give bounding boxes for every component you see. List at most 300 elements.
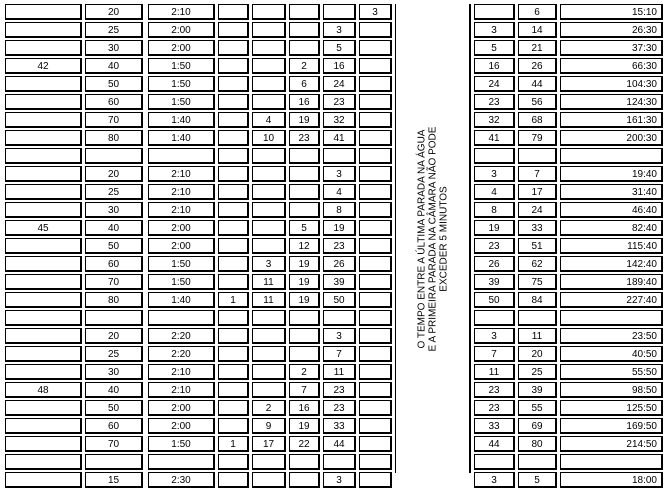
stop-cell: 23 (323, 400, 356, 416)
chamber-stop-cell: 33 (518, 220, 557, 236)
ascent-time-cell: 1:50 (148, 256, 215, 272)
stop-cell (359, 112, 392, 128)
bottom-time-cell: 70 (85, 436, 143, 452)
depth-cell (5, 112, 82, 128)
stop-cell (252, 148, 286, 164)
total-time-cell: 82:40 (560, 220, 663, 236)
total-time-cell: 66:30 (560, 58, 663, 74)
chamber-stop-cell: 23 (474, 400, 515, 416)
depth-cell (5, 22, 82, 38)
ascent-time-cell (148, 310, 215, 326)
stop-cell: 50 (323, 292, 356, 308)
chamber-stop-cell: 3 (474, 166, 515, 182)
stop-cell (252, 202, 286, 218)
ascent-time-cell: 2:00 (148, 238, 215, 254)
stop-cell: 12 (289, 238, 320, 254)
chamber-stop-cell (518, 310, 557, 326)
stop-cell (289, 184, 320, 200)
stop-cell (218, 454, 249, 470)
chamber-stop-cell: 44 (518, 76, 557, 92)
stop-cell: 44 (323, 436, 356, 452)
ascent-time-cell: 2:10 (148, 382, 215, 398)
stop-cell (289, 148, 320, 164)
stop-cell (252, 364, 286, 380)
chamber-stop-cell: 21 (518, 40, 557, 56)
chamber-stop-cell: 5 (474, 40, 515, 56)
stop-cell (218, 220, 249, 236)
depth-cell (5, 238, 82, 254)
total-time-cell: 200:30 (560, 130, 663, 146)
chamber-stop-cell: 14 (518, 22, 557, 38)
stop-cell: 19 (289, 418, 320, 434)
stop-cell (289, 328, 320, 344)
stop-cell: 33 (323, 418, 356, 434)
stop-cell (359, 400, 392, 416)
total-time-cell: 26:30 (560, 22, 663, 38)
bottom-time-cell: 25 (85, 22, 143, 38)
total-time-cell (560, 148, 663, 164)
stop-cell (252, 382, 286, 398)
stop-cell (359, 238, 392, 254)
ascent-time-cell: 2:10 (148, 364, 215, 380)
chamber-stop-cell: 23 (474, 94, 515, 110)
ascent-time-cell (148, 148, 215, 164)
stop-cell (359, 472, 392, 488)
stop-cell (252, 346, 286, 362)
stop-cell (252, 238, 286, 254)
stop-cell: 22 (289, 436, 320, 452)
total-time-cell: 189:40 (560, 274, 663, 290)
chamber-stop-cell: 5 (518, 472, 557, 488)
stop-cell: 41 (323, 130, 356, 146)
ascent-time-cell: 2:10 (148, 166, 215, 182)
stop-cell: 16 (323, 58, 356, 74)
depth-cell (5, 166, 82, 182)
stop-cell (289, 202, 320, 218)
chamber-stop-cell: 11 (518, 328, 557, 344)
stop-cell (218, 148, 249, 164)
chamber-stop-cell: 3 (474, 328, 515, 344)
stop-cell: 19 (323, 220, 356, 236)
stop-cell: 19 (289, 274, 320, 290)
stop-cell: 11 (252, 292, 286, 308)
stop-cell: 1 (218, 292, 249, 308)
bottom-time-cell: 20 (85, 166, 143, 182)
stop-cell (252, 94, 286, 110)
chamber-stop-cell (474, 310, 515, 326)
stop-cell (359, 184, 392, 200)
chamber-stop-cell: 3 (474, 22, 515, 38)
bottom-time-cell: 20 (85, 4, 143, 20)
stop-cell (359, 418, 392, 434)
depth-cell (5, 346, 82, 362)
stop-cell (218, 364, 249, 380)
chamber-stop-cell: 23 (474, 382, 515, 398)
stop-cell: 26 (323, 256, 356, 272)
stop-cell: 2 (252, 400, 286, 416)
depth-cell (5, 40, 82, 56)
stop-cell (218, 274, 249, 290)
depth-cell (5, 364, 82, 380)
stop-cell (359, 166, 392, 182)
stop-cell (218, 310, 249, 326)
depth-cell (5, 436, 82, 452)
note-line: O TEMPO ENTRE A ÚLTIMA PARADA NA ÁGUA (416, 129, 427, 348)
stop-cell: 19 (289, 256, 320, 272)
total-time-cell: 214:50 (560, 436, 663, 452)
stop-cell (252, 76, 286, 92)
stop-cell: 6 (289, 76, 320, 92)
chamber-stop-cell: 79 (518, 130, 557, 146)
stop-cell: 4 (252, 112, 286, 128)
stop-cell: 23 (323, 382, 356, 398)
depth-cell (5, 148, 82, 164)
stop-cell (289, 472, 320, 488)
bottom-time-cell: 50 (85, 238, 143, 254)
total-time-cell (560, 454, 663, 470)
stop-cell (359, 40, 392, 56)
stop-cell: 3 (323, 166, 356, 182)
chamber-stop-cell: 23 (474, 238, 515, 254)
stop-cell: 23 (323, 238, 356, 254)
chamber-stop-cell: 41 (474, 130, 515, 146)
chamber-stop-cell (474, 454, 515, 470)
depth-cell (5, 202, 82, 218)
stop-cell (252, 22, 286, 38)
stop-cell (252, 40, 286, 56)
ascent-time-cell: 2:10 (148, 4, 215, 20)
stop-cell (289, 40, 320, 56)
bottom-time-cell (85, 454, 143, 470)
chamber-stop-cell: 55 (518, 400, 557, 416)
chamber-stop-cell: 8 (474, 202, 515, 218)
total-time-cell: 227:40 (560, 292, 663, 308)
stop-cell (359, 220, 392, 236)
chamber-stop-cell: 44 (474, 436, 515, 452)
chamber-stop-cell: 39 (518, 382, 557, 398)
chamber-stop-cell: 68 (518, 112, 557, 128)
depth-cell (5, 418, 82, 434)
ascent-time-cell: 2:00 (148, 418, 215, 434)
chamber-stop-cell: 3 (474, 472, 515, 488)
bottom-time-cell: 15 (85, 472, 143, 488)
stop-cell (359, 58, 392, 74)
ascent-time-cell: 2:00 (148, 40, 215, 56)
stop-cell (359, 148, 392, 164)
total-time-cell: 169:50 (560, 418, 663, 434)
bottom-time-cell: 30 (85, 364, 143, 380)
bottom-time-cell: 80 (85, 130, 143, 146)
stop-cell (252, 454, 286, 470)
stop-cell (289, 22, 320, 38)
stop-cell (218, 112, 249, 128)
depth-cell (5, 256, 82, 272)
ascent-time-cell: 1:50 (148, 58, 215, 74)
depth-cell (5, 130, 82, 146)
depth-cell (5, 184, 82, 200)
stop-cell: 24 (323, 76, 356, 92)
chamber-stop-cell: 75 (518, 274, 557, 290)
stop-cell: 7 (323, 346, 356, 362)
bottom-time-cell: 60 (85, 418, 143, 434)
bottom-time-cell: 40 (85, 382, 143, 398)
chamber-stop-cell: 4 (474, 184, 515, 200)
stop-cell: 5 (323, 40, 356, 56)
chamber-stop-cell: 39 (474, 274, 515, 290)
stop-cell (289, 166, 320, 182)
chamber-stop-cell: 62 (518, 256, 557, 272)
stop-cell: 17 (252, 436, 286, 452)
bottom-time-cell: 20 (85, 328, 143, 344)
stop-cell (252, 166, 286, 182)
ascent-time-cell (148, 454, 215, 470)
total-time-cell: 31:40 (560, 184, 663, 200)
depth-cell (5, 472, 82, 488)
total-time-cell: 115:40 (560, 238, 663, 254)
total-time-cell: 142:40 (560, 256, 663, 272)
stop-cell: 3 (359, 4, 392, 20)
bottom-time-cell: 30 (85, 40, 143, 56)
depth-cell: 42 (5, 58, 82, 74)
stop-cell: 3 (252, 256, 286, 272)
stop-cell (289, 454, 320, 470)
chamber-stop-cell: 16 (474, 58, 515, 74)
stop-cell: 1 (218, 436, 249, 452)
ascent-time-cell: 1:40 (148, 112, 215, 128)
depth-cell (5, 274, 82, 290)
stop-cell (252, 184, 286, 200)
bottom-time-cell: 30 (85, 202, 143, 218)
stop-cell (218, 202, 249, 218)
stop-cell (323, 4, 356, 20)
chamber-stop-cell: 25 (518, 364, 557, 380)
stop-cell (359, 292, 392, 308)
chamber-stop-cell: 24 (474, 76, 515, 92)
note-line: EXCEDER 5 MINUTOS (438, 185, 449, 292)
stop-cell (218, 58, 249, 74)
stop-cell (359, 454, 392, 470)
chamber-stop-cell: 7 (474, 346, 515, 362)
total-time-cell: 19:40 (560, 166, 663, 182)
depth-cell (5, 310, 82, 326)
ascent-time-cell: 1:40 (148, 292, 215, 308)
ascent-time-cell: 1:50 (148, 436, 215, 452)
stop-cell: 3 (323, 328, 356, 344)
stop-cell (359, 364, 392, 380)
stop-cell (218, 328, 249, 344)
chamber-stop-cell: 33 (474, 418, 515, 434)
depth-cell (5, 4, 82, 20)
stop-cell: 23 (323, 94, 356, 110)
stop-cell (252, 58, 286, 74)
stop-cell (359, 22, 392, 38)
stop-cell (218, 382, 249, 398)
stop-cell (252, 4, 286, 20)
chamber-stop-cell (474, 148, 515, 164)
ascent-time-cell: 2:00 (148, 22, 215, 38)
bottom-time-cell: 60 (85, 256, 143, 272)
ascent-time-cell: 1:50 (148, 76, 215, 92)
stop-cell (218, 4, 249, 20)
stop-cell: 9 (252, 418, 286, 434)
stop-cell (252, 328, 286, 344)
chamber-stop-cell: 69 (518, 418, 557, 434)
stop-cell (323, 310, 356, 326)
ascent-time-cell: 2:10 (148, 202, 215, 218)
chamber-stop-cell: 17 (518, 184, 557, 200)
chamber-stop-cell: 51 (518, 238, 557, 254)
depth-cell (5, 328, 82, 344)
total-time-cell: 40:50 (560, 346, 663, 362)
bottom-time-cell: 25 (85, 346, 143, 362)
ascent-time-cell: 1:40 (148, 130, 215, 146)
stop-cell: 16 (289, 400, 320, 416)
bottom-time-cell: 50 (85, 76, 143, 92)
total-time-cell: 18:00 (560, 472, 663, 488)
total-time-cell: 23:50 (560, 328, 663, 344)
stop-cell (359, 76, 392, 92)
total-time-cell: 98:50 (560, 382, 663, 398)
stop-cell (218, 238, 249, 254)
bottom-time-cell: 60 (85, 94, 143, 110)
ascent-time-cell: 1:50 (148, 94, 215, 110)
stop-cell (218, 166, 249, 182)
chamber-stop-cell: 84 (518, 292, 557, 308)
stop-cell (359, 202, 392, 218)
stop-cell: 16 (289, 94, 320, 110)
chamber-stop-cell: 32 (474, 112, 515, 128)
stop-cell (289, 346, 320, 362)
stop-cell: 23 (289, 130, 320, 146)
ascent-time-cell: 2:20 (148, 346, 215, 362)
total-time-cell: 104:30 (560, 76, 663, 92)
stop-cell (359, 328, 392, 344)
total-time-cell: 46:40 (560, 202, 663, 218)
note-line: E A PRIMEIRA PARADA NA CÂMARA NÃO PODE (427, 126, 438, 351)
stop-cell: 39 (323, 274, 356, 290)
stop-cell: 3 (323, 22, 356, 38)
depth-cell: 45 (5, 220, 82, 236)
depth-cell (5, 292, 82, 308)
stop-cell (252, 310, 286, 326)
surface-interval-note (416, 126, 449, 351)
stop-cell: 4 (323, 184, 356, 200)
stop-cell (323, 148, 356, 164)
stop-cell (359, 256, 392, 272)
stop-cell (252, 220, 286, 236)
stop-cell: 2 (289, 364, 320, 380)
stop-cell (218, 418, 249, 434)
chamber-stop-cell: 80 (518, 436, 557, 452)
chamber-stop-cell: 26 (518, 58, 557, 74)
stop-cell (359, 346, 392, 362)
stop-cell: 19 (289, 292, 320, 308)
stop-cell: 11 (323, 364, 356, 380)
stop-cell (289, 310, 320, 326)
ascent-time-cell: 2:00 (148, 400, 215, 416)
depth-cell (5, 94, 82, 110)
chamber-stop-cell: 11 (474, 364, 515, 380)
stop-cell (218, 22, 249, 38)
stop-cell: 32 (323, 112, 356, 128)
stop-cell: 10 (252, 130, 286, 146)
stop-cell (359, 436, 392, 452)
stop-cell: 5 (289, 220, 320, 236)
stop-cell: 7 (289, 382, 320, 398)
total-time-cell: 15:10 (560, 4, 663, 20)
stop-cell (359, 274, 392, 290)
stop-cell (218, 76, 249, 92)
ascent-time-cell: 2:30 (148, 472, 215, 488)
stop-cell (289, 4, 320, 20)
chamber-stop-cell: 56 (518, 94, 557, 110)
stop-cell (218, 184, 249, 200)
stop-cell (359, 382, 392, 398)
total-time-cell: 125:50 (560, 400, 663, 416)
stop-cell: 8 (323, 202, 356, 218)
stop-cell (218, 400, 249, 416)
chamber-stop-cell: 20 (518, 346, 557, 362)
ascent-time-cell: 1:50 (148, 274, 215, 290)
stop-cell (359, 130, 392, 146)
stop-cell (218, 472, 249, 488)
depth-cell (5, 400, 82, 416)
chamber-stop-cell: 19 (474, 220, 515, 236)
bottom-time-cell: 80 (85, 292, 143, 308)
stop-cell (218, 40, 249, 56)
chamber-stop-cell: 24 (518, 202, 557, 218)
stop-cell (218, 130, 249, 146)
stop-cell: 3 (323, 472, 356, 488)
total-time-cell: 55:50 (560, 364, 663, 380)
stop-cell (218, 94, 249, 110)
depth-cell (5, 76, 82, 92)
stop-cell (359, 94, 392, 110)
chamber-stop-cell (518, 454, 557, 470)
total-time-cell: 124:30 (560, 94, 663, 110)
bottom-time-cell (85, 148, 143, 164)
depth-cell: 48 (5, 382, 82, 398)
bottom-time-cell: 40 (85, 220, 143, 236)
chamber-stop-cell: 50 (474, 292, 515, 308)
stop-cell: 11 (252, 274, 286, 290)
stop-cell (323, 454, 356, 470)
total-time-cell (560, 310, 663, 326)
depth-cell (5, 454, 82, 470)
chamber-stop-cell (518, 148, 557, 164)
stop-cell (359, 310, 392, 326)
bottom-time-cell: 70 (85, 112, 143, 128)
bottom-time-cell: 40 (85, 58, 143, 74)
stop-cell: 2 (289, 58, 320, 74)
stop-cell (218, 346, 249, 362)
total-time-cell: 161:30 (560, 112, 663, 128)
stop-cell: 19 (289, 112, 320, 128)
stop-cell (218, 256, 249, 272)
total-time-cell: 37:30 (560, 40, 663, 56)
bottom-time-cell: 25 (85, 184, 143, 200)
ascent-time-cell: 2:10 (148, 184, 215, 200)
chamber-stop-cell: 7 (518, 166, 557, 182)
chamber-stop-cell: 26 (474, 256, 515, 272)
bottom-time-cell: 70 (85, 274, 143, 290)
chamber-stop-cell (474, 4, 515, 20)
chamber-stop-cell: 6 (518, 4, 557, 20)
note-column (395, 4, 471, 473)
bottom-time-cell (85, 310, 143, 326)
ascent-time-cell: 2:20 (148, 328, 215, 344)
stop-cell (252, 472, 286, 488)
